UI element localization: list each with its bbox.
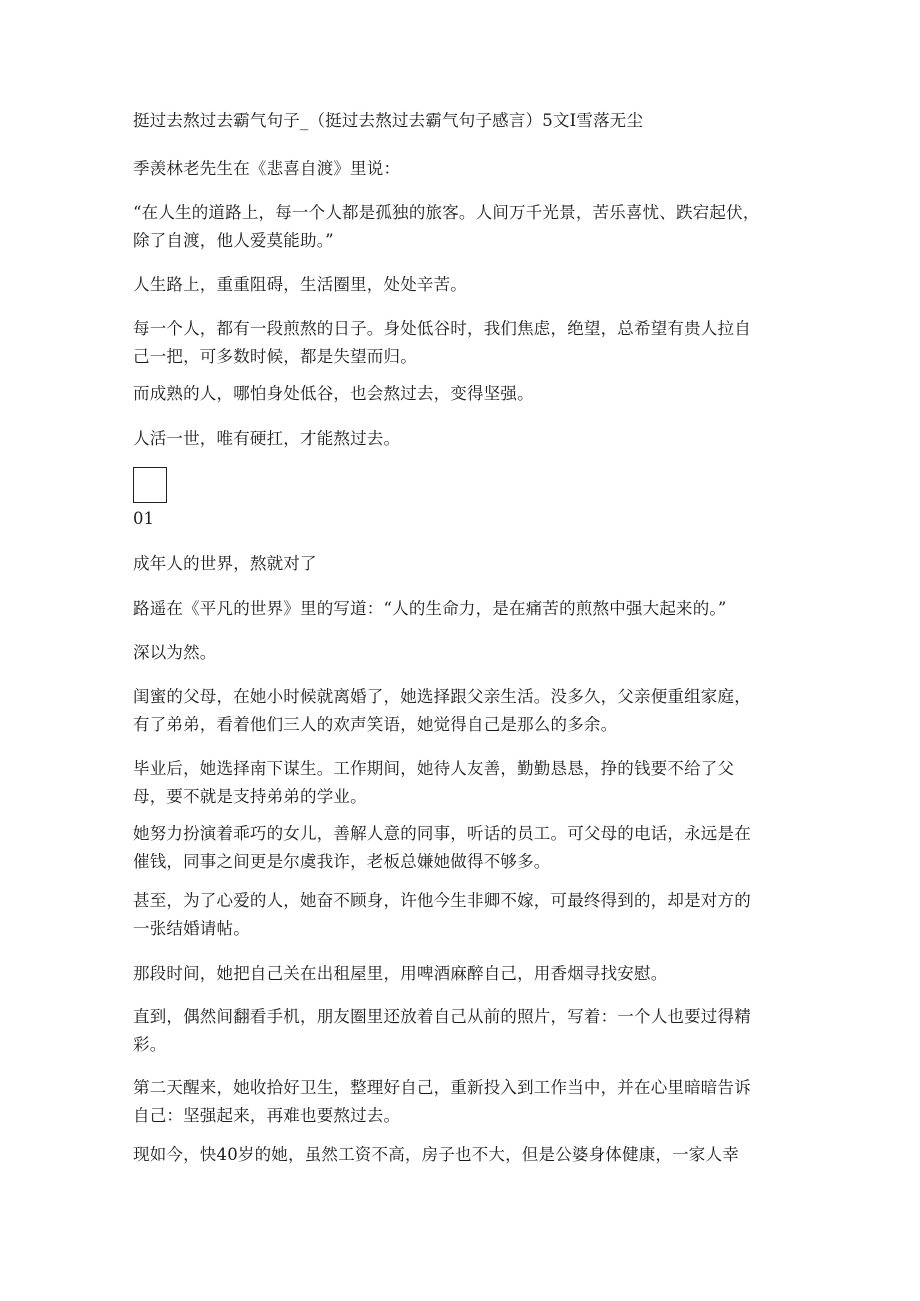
paragraph-line: 彩。 [133, 1035, 167, 1054]
paragraph-line: 人活一世，唯有硬扛，才能熬过去。 [133, 429, 401, 448]
heading-text: 成年人的世界，熬就对了 [133, 554, 317, 573]
section-heading [133, 550, 793, 578]
paragraph-line: “在人生的道路上，每一个人都是孤独的旅客。人间万千光景，苦乐喜忧、跌宕起伏， [133, 203, 760, 222]
paragraph-line: 甚至，为了心爱的人，她奋不顾身，许他今生非卿不嫁，可最终得到的，却是对方的 [133, 891, 751, 910]
paragraph [133, 960, 793, 988]
paragraph [133, 315, 793, 371]
title-text: 挺过去熬过去霸气句子_（挺过去熬过去霸气句子感言）5文I雪落无尘 [133, 111, 644, 130]
paragraph-line: 直到，偶然间翻看手机，朋友圈里还放着自己从前的照片，写着：一个人也要过得精 [133, 1007, 751, 1026]
document-title [133, 107, 793, 135]
paragraph-line: 一张结婚请帖。 [133, 919, 250, 938]
paragraph-line: 闺蜜的父母，在她小时候就离婚了，她选择跟父亲生活。没多久，父亲便重组家庭， [133, 687, 751, 706]
paragraph [133, 1003, 793, 1059]
paragraph-line: 催钱，同事之间更是尔虞我诈，老板总嫌她做得不够多。 [133, 852, 551, 871]
paragraph-line: 那段时间，她把自己关在出租屋里，用啤酒麻醉自己，用香烟寻找安慰。 [133, 964, 668, 983]
paragraph-line: 路遥在《平凡的世界》里的写道：“人的生命力，是在痛苦的煎熬中强大起来的。” [133, 599, 727, 618]
paragraph [133, 820, 793, 876]
paragraph [133, 755, 793, 811]
paragraph-line: 季羡林老先生在《悲喜自渡》里说： [133, 159, 401, 178]
paragraph [133, 683, 793, 739]
paragraph-line: 第二天醒来，她收拾好卫生，整理好自己，重新投入到工作当中，并在心里暗暗告诉 [133, 1078, 751, 1097]
paragraph-line: 己一把，可多数时候，都是失望而归。 [133, 347, 417, 366]
paragraph-line: 除了自渡，他人爱莫能助。” [133, 231, 334, 250]
quote-paragraph [133, 199, 793, 255]
paragraph-line: 而成熟的人，哪怕身处低谷，也会熬过去，变得坚强。 [133, 384, 534, 403]
paragraph [133, 887, 793, 943]
paragraph-line: 每一个人，都有一段煎熬的日子。身处低谷时，我们焦虑，绝望，总希望有贵人拉自 [133, 319, 751, 338]
paragraph [133, 425, 793, 453]
paragraph-line: 自己：坚强起来，再难也要熬过去。 [133, 1106, 401, 1125]
paragraph-line: 深以为然。 [133, 643, 217, 662]
paragraph [133, 380, 793, 408]
paragraph-line: 人生路上，重重阻碍，生活圈里，处处辛苦。 [133, 275, 467, 294]
paragraph-line: 她努力扮演着乖巧的女儿，善解人意的同事，听话的员工。可父母的电话，永远是在 [133, 824, 751, 843]
paragraph-line: 母，要不就是支持弟弟的学业。 [133, 787, 367, 806]
section-number: 01 [133, 509, 154, 528]
paragraph [133, 271, 793, 299]
paragraph [133, 1141, 793, 1169]
paragraph-line: 毕业后，她选择南下谋生。工作期间，她待人友善，勤勤恳恳，挣的钱要不给了父 [133, 759, 735, 778]
paragraph [133, 595, 793, 623]
paragraph-line: 有了弟弟，看着他们三人的欢声笑语，她觉得自己是那么的多余。 [133, 715, 618, 734]
image-placeholder [133, 467, 167, 503]
paragraph [133, 155, 793, 183]
paragraph-line: 现如今，快40岁的她，虽然工资不高，房子也不大，但是公婆身体健康，一家人幸 [133, 1145, 739, 1164]
paragraph [133, 1074, 793, 1130]
paragraph [133, 639, 793, 667]
